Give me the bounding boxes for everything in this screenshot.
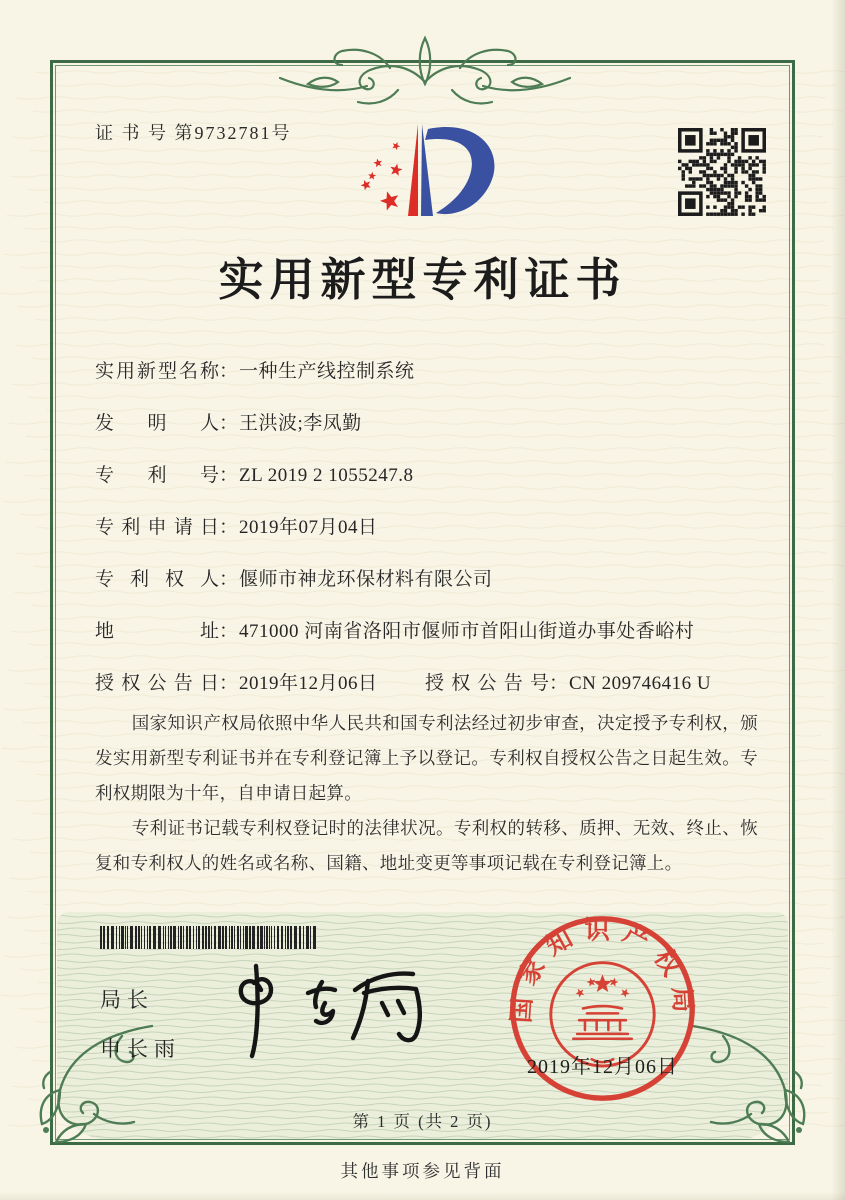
field-value: 2019年12月06日 [239, 673, 378, 694]
field-row [95, 616, 760, 644]
label-colon [549, 668, 569, 695]
officer-title: 局长 [100, 989, 154, 1012]
label-colon [219, 356, 239, 383]
field-row [95, 564, 760, 592]
label-colon [219, 668, 239, 695]
field-value: 一种生产线控制系统 [239, 361, 415, 382]
field-label: 专利申请日 [95, 517, 219, 538]
legal-paragraph: 国家知识产权局依照中华人民共和国专利法经过初步审查，决定授予专利权，颁发实用新型专利证书并在专利登记簿上予以登记。专利权自授权公告之日起生效。专利权期限为十年，自申请日起算。 [95, 713, 758, 803]
label-colon [219, 564, 239, 591]
grant-number-pair [425, 668, 711, 695]
seal-date: 2019年12月06日 [527, 1056, 678, 1078]
label-colon [219, 616, 239, 643]
field-label: 地址 [95, 621, 219, 642]
certificate-title: 实用新型专利证书 [218, 255, 627, 305]
field-row [95, 408, 760, 436]
qr-code [678, 128, 766, 216]
field-row [95, 512, 760, 540]
barcode [100, 926, 324, 949]
field-value: 2019年07月04日 [239, 517, 378, 538]
cnipa-logo [350, 116, 510, 226]
legal-paragraph: 专利证书记载专利权登记时的法律状况。专利权的转移、质押、无效、终止、恢复和专利权人的姓名或名称、国籍、地址变更等事项记载在专利登记簿上。 [95, 818, 758, 873]
label-colon [219, 512, 239, 539]
field-value: CN 209746416 U [569, 673, 712, 694]
field-label: 专利号 [95, 465, 219, 486]
grant-date-pair [95, 673, 378, 694]
field-row [95, 460, 760, 488]
field-label: 授权公告日 [95, 673, 219, 694]
legal-text [95, 706, 758, 881]
field-row [95, 356, 760, 384]
officer-block [100, 984, 181, 1082]
field-list [95, 356, 760, 720]
certificate-number: 证 书 号 第9732781号 [95, 123, 292, 143]
officer-signature [225, 958, 447, 1068]
field-label: 授权公告号 [425, 673, 549, 694]
field-row-grant [95, 668, 760, 696]
field-label: 发明人 [95, 413, 219, 434]
field-value: 偃师市神龙环保材料有限公司 [239, 569, 493, 590]
officer-name: 申长雨 [100, 1038, 181, 1061]
label-colon [219, 408, 239, 435]
field-label: 专利权人 [95, 569, 219, 590]
back-note: 其他事项参见背面 [340, 1161, 505, 1181]
svg-text:国家知识产权局: 国家知识产权局 [507, 916, 698, 1024]
field-label: 实用新型名称 [95, 361, 219, 382]
field-value: 471000 河南省洛阳市偃师市首阳山街道办事处香峪村 [239, 621, 695, 642]
label-colon [219, 460, 239, 487]
page-indicator: 第 1 页 (共 2 页) [352, 1112, 493, 1131]
field-value: 王洪波;李凤勤 [239, 413, 362, 434]
field-value: ZL 2019 2 1055247.8 [239, 465, 414, 486]
